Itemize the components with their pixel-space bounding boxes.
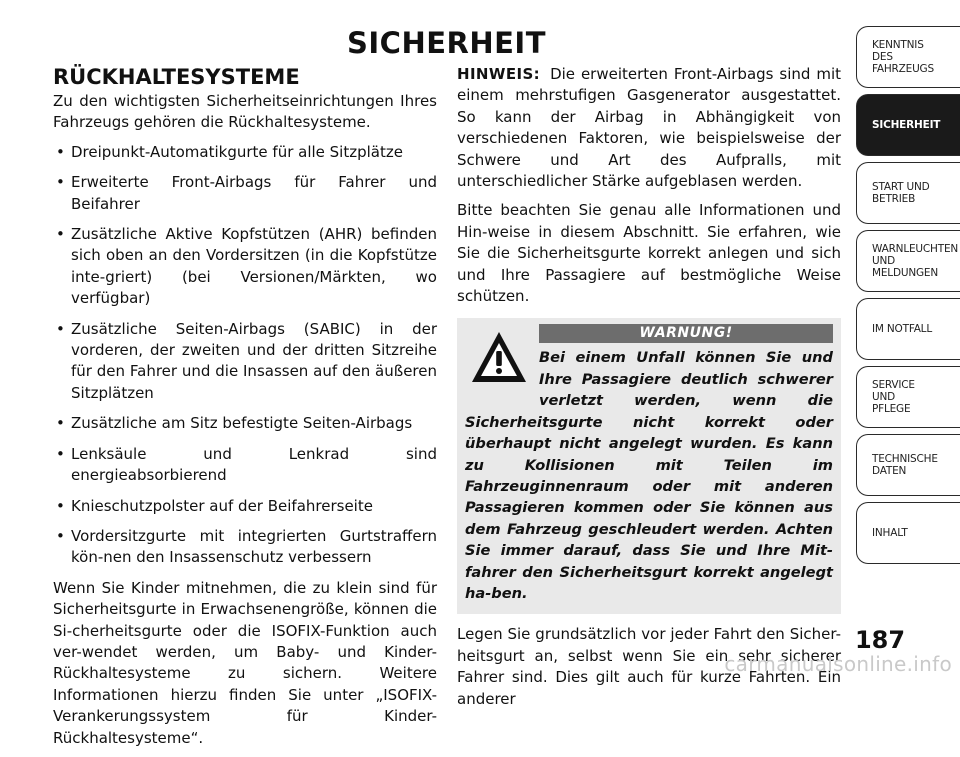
restraint-list — [53, 142, 437, 569]
intro-paragraph: Zu den wichtigsten Sicherheitseinrichtungen Ihres Fahrzeugs gehören die Rückhaltesysteme. — [53, 92, 437, 132]
warning-box — [457, 318, 841, 614]
tab-label: INHALT — [872, 527, 908, 539]
chapter-tabs — [856, 26, 960, 570]
left-column — [53, 64, 437, 757]
list-item: • Knieschutzpolster auf der Beifahrerseite — [53, 496, 437, 517]
tab-label: WARNLEUCHTEN UND MELDUNGEN — [872, 243, 959, 279]
page-number: 187 — [854, 626, 906, 654]
list-item: • Zusätzliche Aktive Kopfstützen (AHR) befinden sich oben an den Vordersitzen (in die Kopfstütze inte-griert) (bei Versionen/Märkten, wo verfügbar) — [53, 224, 437, 310]
tab-im-notfall[interactable] — [856, 298, 960, 360]
list-item: • Lenksäule und Lenkrad sind energieabsorbierend — [53, 444, 437, 487]
page-title: SICHERHEIT — [346, 26, 547, 60]
section-heading: RÜCKHALTESYSTEME — [53, 65, 300, 89]
list-item: • Zusätzliche am Sitz befestigte Seiten-Airbags — [53, 413, 437, 434]
closing-paragraph: Wenn Sie Kinder mitnehmen, die zu klein sind für Sicherheitsgurte in Erwachsenengröße, können die Si-cherheitsgurte oder die ISOFIX-Funktion auch ver-wendet werden, um Baby- und Kinder-Rückhaltesysteme zu sichern. Weitere Informationen hierzu finden Sie unter „ISOFIX-Verankerungssystem für Kinder-Rückhaltesysteme“. — [53, 578, 437, 747]
tab-label: IM NOTFALL — [872, 323, 932, 335]
tab-label: START UND BETRIEB — [872, 181, 930, 205]
note-text: Die erweiterten Front-Airbags sind mit einem mehrstufigen Gasgenerator ausgestattet. So kann der Airbag in Abhängigkeit von verschiedenen Faktoren, wie beispielsweise der Schwere und Art des Aufpralls, mit unterschiedlicher Stärke aufgeblasen werden. — [457, 65, 841, 191]
warning-title: WARNUNG! — [539, 324, 833, 343]
info-paragraph: Bitte beachten Sie genau alle Informationen und Hin-weise in diesem Abschnitt. Sie erfahren, wie Sie die Sicherheitsgurte korrekt anlegen und sich und Ihre Passagiere auf bestmögliche Weise schützen. — [457, 201, 841, 306]
list-item: • Vordersitzgurte mit integrierten Gurtstraffern kön-nen den Insassenschutz verbessern — [53, 526, 437, 569]
tab-warnleuchten[interactable] — [856, 230, 960, 292]
tab-label: TECHNISCHE DATEN — [872, 453, 938, 477]
list-item: • Zusätzliche Seiten-Airbags (SABIC) in der vorderen, der zweiten und der dritten Sitzreihe für den Fahrer und die Insassen auf den äußeren Sitzplätzen — [53, 319, 437, 405]
seatbelt-paragraph: Legen Sie grundsätzlich vor jeder Fahrt den Sicher-heitsgurt an, selbst wenn Sie ein sehr sicherer Fahrer sind. Dies gilt auch für kurze Fahrten. Ein anderer — [457, 625, 841, 708]
note-label: HINWEIS: — [457, 65, 541, 83]
tab-sicherheit[interactable] — [856, 94, 960, 156]
list-item: • Dreipunkt-Automatikgurte für alle Sitzplätze — [53, 142, 437, 163]
warning-text: Bei einem Unfall können Sie und Ihre Passagiere deutlich schwerer verletzt werden, wenn die Sicherheitsgurte nicht korrekt oder überhaupt nicht angelegt wurden. Es kann zu Kollisionen mit Teilen im Fahrzeuginnenraum oder mit anderen Passagieren kommen oder Sie können aus dem Fahrzeug geschleudert werden. Achten Sie immer darauf, dass Sie und Ihre Mit-fahrer den Sicherheitsgurt korrekt angelegt ha-ben. — [465, 349, 833, 602]
watermark: carmanualsonline.info — [724, 652, 952, 676]
tab-inhalt[interactable] — [856, 502, 960, 564]
tab-label: SICHERHEIT — [872, 119, 941, 131]
right-column — [457, 64, 841, 718]
tab-start-und-betrieb[interactable] — [856, 162, 960, 224]
list-item: • Erweiterte Front-Airbags für Fahrer und Beifahrer — [53, 172, 437, 215]
note-paragraph — [457, 64, 841, 192]
warning-triangle-icon — [469, 328, 529, 388]
tab-kenntnis-des-fahrzeugs[interactable] — [856, 26, 960, 88]
tab-label: SERVICE UND PFLEGE — [872, 379, 915, 415]
tab-label: KENNTNIS DES FAHRZEUGS — [872, 39, 934, 75]
tab-service-und-pflege[interactable] — [856, 366, 960, 428]
tab-technische-daten[interactable] — [856, 434, 960, 496]
